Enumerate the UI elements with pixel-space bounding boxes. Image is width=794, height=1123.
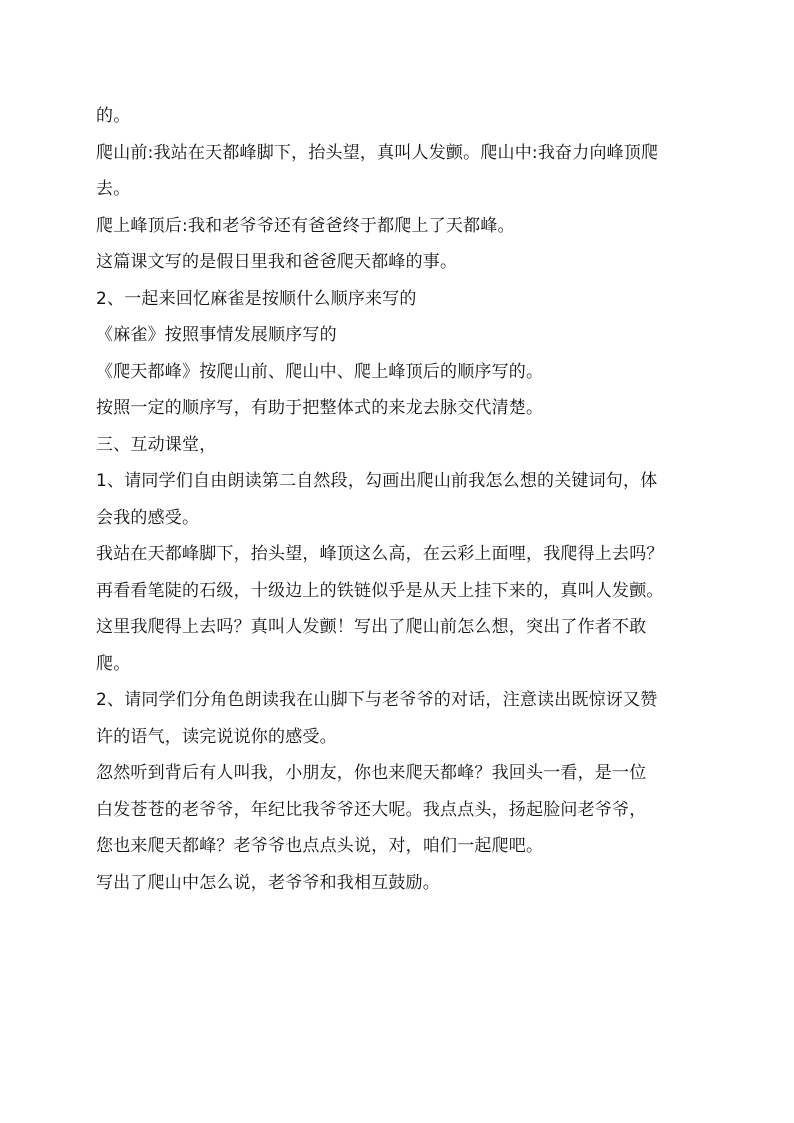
text-line: 《麻雀》按照事情发展顺序写的 (96, 325, 337, 345)
text-line: 按照一定的顺序写，有助于把整体式的来龙去脉交代清楚。 (96, 398, 544, 418)
text-line: 白发苍苍的老爷爷，年纪比我爷爷还大呢。我点点头，扬起脸问老爷爷， (96, 799, 647, 820)
text-line: 2、一起来回忆麻雀是按顺什么顺序来写的 (96, 288, 417, 309)
text-line: 许的语气，读完说说你的感受。 (96, 726, 337, 747)
text-line: 写出了爬山中怎么说，老爷爷和我相互鼓励。 (96, 872, 440, 893)
text-line: 我站在天都峰脚下，抬头望，峰顶这么高，在云彩上面哩，我爬得上去吗？ (96, 544, 664, 564)
text-line: 去。 (96, 179, 131, 199)
text-line: 再看看笔陡的石级，十级边上的铁链似乎是从天上挂下来的，真叫人发颤。 (96, 580, 664, 601)
text-line: 会我的感受。 (96, 507, 200, 528)
section-heading: 三、互动课堂， (96, 434, 217, 455)
text-line: 爬上峰顶后:我和老爷爷还有爸爸终于都爬上了天都峰。 (96, 215, 515, 236)
text-line: 《爬天都峰》按爬山前、爬山中、爬上峰顶后的顺序写的。 (96, 361, 544, 382)
text-line: 爬山前:我站在天都峰脚下，抬头望，真叫人发颤。爬山中:我奋力向峰顶爬 (96, 142, 659, 163)
text-line: 您也来爬天都峰？老爷爷也点点头说，对，咱们一起爬吧。 (96, 836, 544, 856)
text-line: 的。 (96, 106, 131, 126)
text-line: 2、请同学们分角色朗读我在山脚下与老爷爷的对话，注意读出既惊讶又赞 (96, 690, 658, 710)
text-line: 忽然听到背后有人叫我，小朋友，你也来爬天都峰？我回头一看，是一位 (96, 763, 647, 783)
text-line: 这篇课文写的是假日里我和爸爸爬天都峰的事。 (96, 252, 458, 272)
text-line: 1、请同学们自由朗读第二自然段，勾画出爬山前我怎么想的关键词句，体 (96, 471, 658, 491)
text-line: 爬。 (96, 653, 131, 674)
document-body (96, 98, 706, 901)
text-line: 这里我爬得上去吗？真叫人发颤！写出了爬山前怎么想，突出了作者不敢 (96, 617, 647, 637)
